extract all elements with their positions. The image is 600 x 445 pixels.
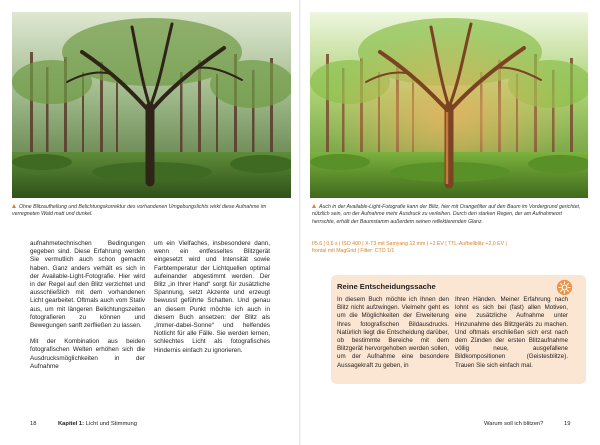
info-box [331, 275, 586, 384]
running-footer-left [58, 421, 137, 427]
exposure-settings-line-2: frontal mit MagGrid | Filter: CTO 1/1 [312, 248, 395, 255]
page-number-right: 19 [564, 421, 571, 427]
body-text-column-2 [154, 240, 270, 355]
chapter-title: Licht und Stimmung [85, 421, 137, 427]
body-paragraph: Mit der Kombination aus beiden fotografischen Welten erhöhen sich die Ausdrucksmöglichkeiten in der Aufnahme [30, 338, 145, 370]
right-caption-text: Auch in der Available-Light-Fotografie kann der Blitz, hier mit Orangefilter auf den Baum im Vordergrund gerichtet, nützlich sein, um der Aufnahme mehr Ausdruck zu verleihen. Durch den starken Regen, der am Aufnahmeort herrschte, erhält der Baumstamm außerdem seinen reflektierenden Glanz. [312, 204, 581, 225]
right-photo-caption [312, 204, 582, 226]
exposure-settings-line-1: f/5.6 | 0,6 s | ISO 400 | X-T3 mit Samyang 12 mm | +2 EV | TTL-Aufhellblitz +2,0 EV | [312, 241, 507, 247]
orange-triangle-icon [312, 204, 316, 208]
info-box-column-1: In diesem Buch möchte ich Ihnen den Blitz nicht aufzwingen. Vielmehr geht es um die Möglichkeiten der Erweiterung Ihres fotografischen Bildausdrucks. Natürlich liegt die Entscheidung darüber, ob bestimmte Bereiche mit dem Blitzgerät hervorgehoben werden sollen, um der Aufnahme eine besondere Aussagekraft zu geben, in [337, 296, 449, 369]
body-paragraph: aufnahmetechnischen Bedingungen gegeben sind. Diese Erfahrung werden Sie vermutlich auch schon gemacht haben. Ganz anders verhält es sich in der Available-Light-Fotografie. Hier wird in der Regel auf den Blitz verzichtet und ausschließlich mit dem vorhandenen Licht gearbeitet. Oftmals auch vom Stativ aus, um mit längeren Belichtungszeiten fotografieren zu können und Bewegungen sanft zerfließen zu lassen. [30, 240, 145, 330]
chapter-label: Kapitel 1: [58, 421, 85, 427]
page-number-left: 18 [30, 421, 37, 427]
body-paragraph: um ein Vielfaches, insbesondere dann, wenn ein entfesseltes Blitzgerät eingesetzt wird und Intensität sowie Farbtemperatur der Lichtquellen optimal aufeinander abgestimmt werden. Der Blitz „in Ihrer Hand“ sorgt für zusätzliche Spannung, setzt Akzente und erzeugt bewusst geführte Schatten. Und genau an diesem Punkt möchte ich auch in diesem Buch ansetzen: der Blitz als „Immer-dabei-Sonne“ und helfendes Notlicht für alle Fälle. Sie werden lernen, schlechtes Licht als fotografisches Hindernis einfach zu ignorieren. [154, 240, 270, 354]
running-footer-right: Warum soll ich blitzen? [484, 421, 544, 427]
book-gutter [299, 0, 301, 445]
left-photo-caption [12, 204, 277, 219]
exposure-settings [312, 241, 582, 256]
orange-triangle-icon [12, 204, 16, 208]
flash-sun-icon [556, 279, 573, 296]
forest-photo-without-flash [12, 12, 291, 198]
body-text-column-1 [30, 240, 145, 371]
info-box-column-2: Ihren Händen. Meiner Erfahrung nach lohnt es sich bei (fast) allen Motiven, eine zusätzliche Aufnahme unter Hinzunahme des Blitzgeräts zu machen. Und oftmals erschließen sich erst nach dem Zünden der ersten Blitzaufnahme völlig neue, ausgefallene Bildkompositionen (Geistesblitze). Trauen Sie sich einfach mal. [455, 296, 568, 369]
info-box-title: Reine Entscheidungssache [337, 282, 436, 291]
forest-photo-with-orange-flash [310, 12, 588, 198]
left-caption-text: Ohne Blitzaufhellung und Belichtungskorrektur des vorhandenen Umgebungslichts wirkt diese Aufnahme im verregneten Wald matt und dunkel. [12, 204, 267, 218]
